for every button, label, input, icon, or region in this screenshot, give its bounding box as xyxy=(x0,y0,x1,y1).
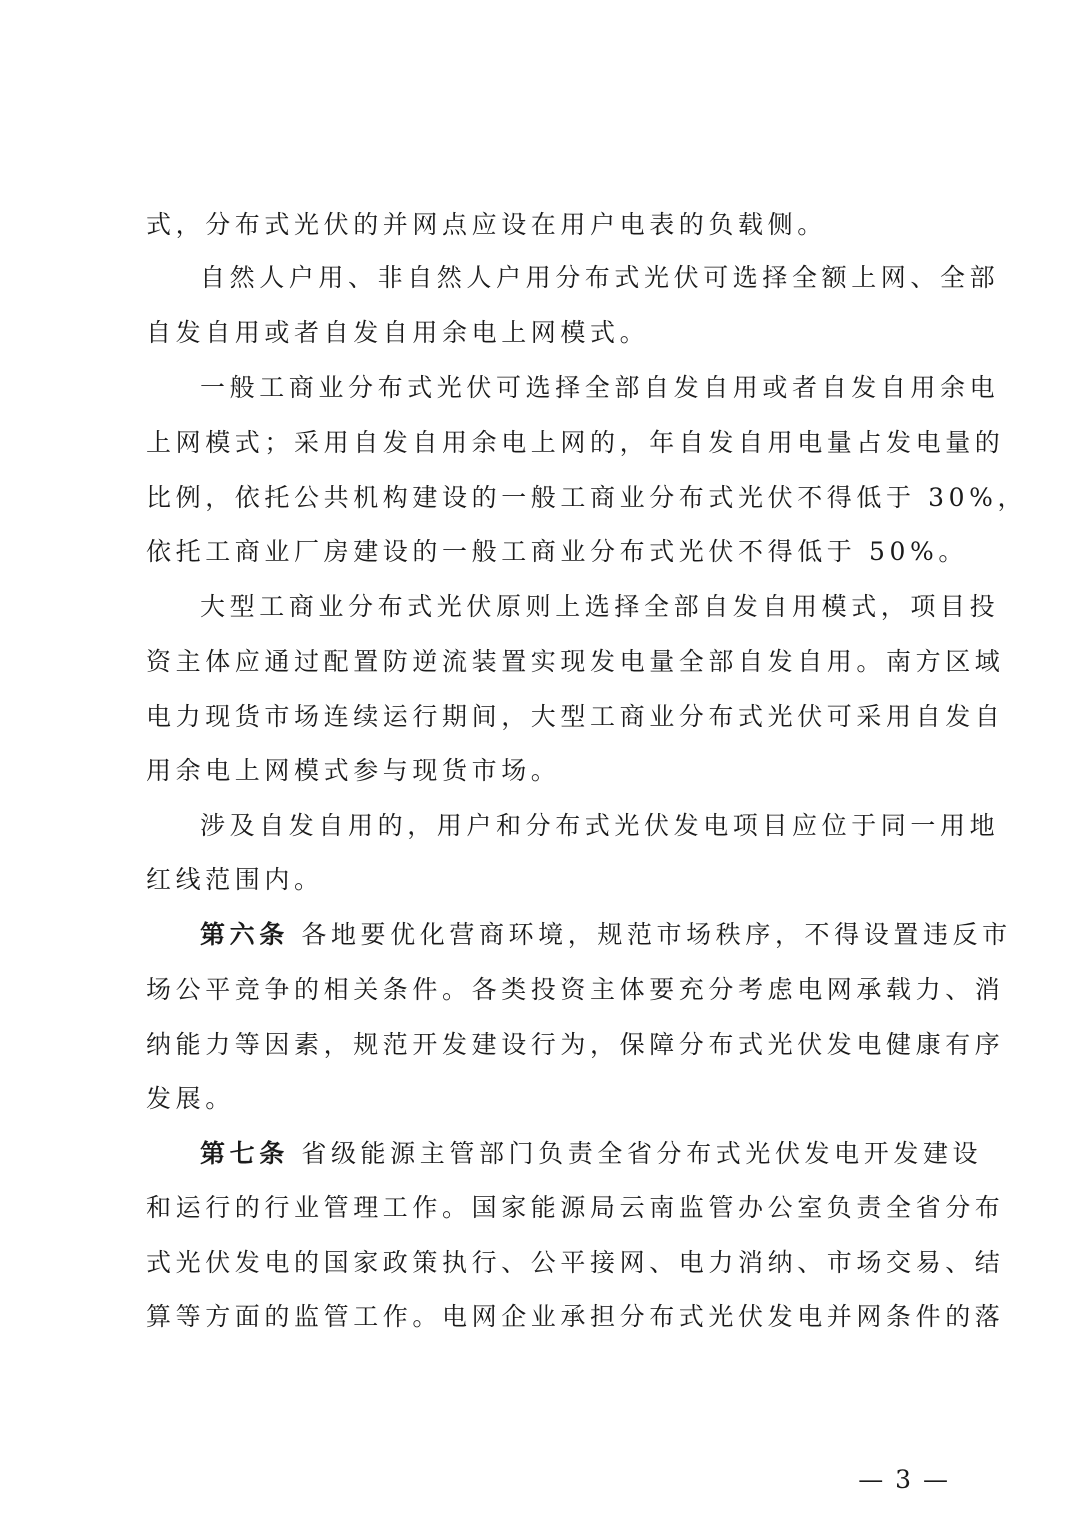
text-line: 比例，依托公共机构建设的一般工商业分布式光伏不得低于 30%， xyxy=(146,483,1028,512)
article-six-text: 各地要优化营商环境，规范市场秩序，不得设置违反市 xyxy=(288,920,1012,949)
text-line: 发展。 xyxy=(146,1084,235,1113)
text-line: 式，分布式光伏的并网点应设在用户电表的负载侧。 xyxy=(146,210,827,239)
text-line: 上网模式；采用自发自用余电上网的，年自发自用电量占发电量的 xyxy=(146,428,1005,457)
text-line: 用余电上网模式参与现货市场。 xyxy=(146,756,561,785)
article-seven-text: 省级能源主管部门负责全省分布式光伏发电开发建设 xyxy=(288,1139,983,1168)
text-line: 算等方面的监管工作。电网企业承担分布式光伏发电并网条件的落 xyxy=(146,1302,1005,1331)
text-line: 纳能力等因素，规范开发建设行为，保障分布式光伏发电健康有序 xyxy=(146,1030,1005,1059)
text-line: 式光伏发电的国家政策执行、公平接网、电力消纳、市场交易、结 xyxy=(146,1248,1005,1277)
text-line: 资主体应通过配置防逆流装置实现发电量全部自发自用。南方区域 xyxy=(146,647,1005,676)
page-number: — 3 — xyxy=(858,1465,950,1494)
article-six-heading: 第六条 xyxy=(200,920,289,949)
article-seven-first-line xyxy=(200,1127,983,1181)
text-line: 依托工商业厂房建设的一般工商业分布式光伏不得低于 50%。 xyxy=(146,537,968,566)
text-line: 大型工商业分布式光伏原则上选择全部自发自用模式，项目投 xyxy=(200,592,1000,621)
article-six-first-line xyxy=(200,908,1012,962)
text-line: 红线范围内。 xyxy=(146,865,324,894)
text-line: 和运行的行业管理工作。国家能源局云南监管办公室负责全省分布 xyxy=(146,1193,1005,1222)
text-line: 自然人户用、非自然人户用分布式光伏可选择全额上网、全部 xyxy=(200,263,1000,292)
article-seven-heading: 第七条 xyxy=(200,1139,289,1168)
text-line: 场公平竞争的相关条件。各类投资主体要充分考虑电网承载力、消 xyxy=(146,975,1005,1004)
text-line: 涉及自发自用的，用户和分布式光伏发电项目应位于同一用地 xyxy=(200,811,1000,840)
text-line: 自发自用或者自发自用余电上网模式。 xyxy=(146,318,650,347)
text-line: 一般工商业分布式光伏可选择全部自发自用或者自发自用余电 xyxy=(200,373,1000,402)
text-line: 电力现货市场连续运行期间，大型工商业分布式光伏可采用自发自 xyxy=(146,702,1005,731)
